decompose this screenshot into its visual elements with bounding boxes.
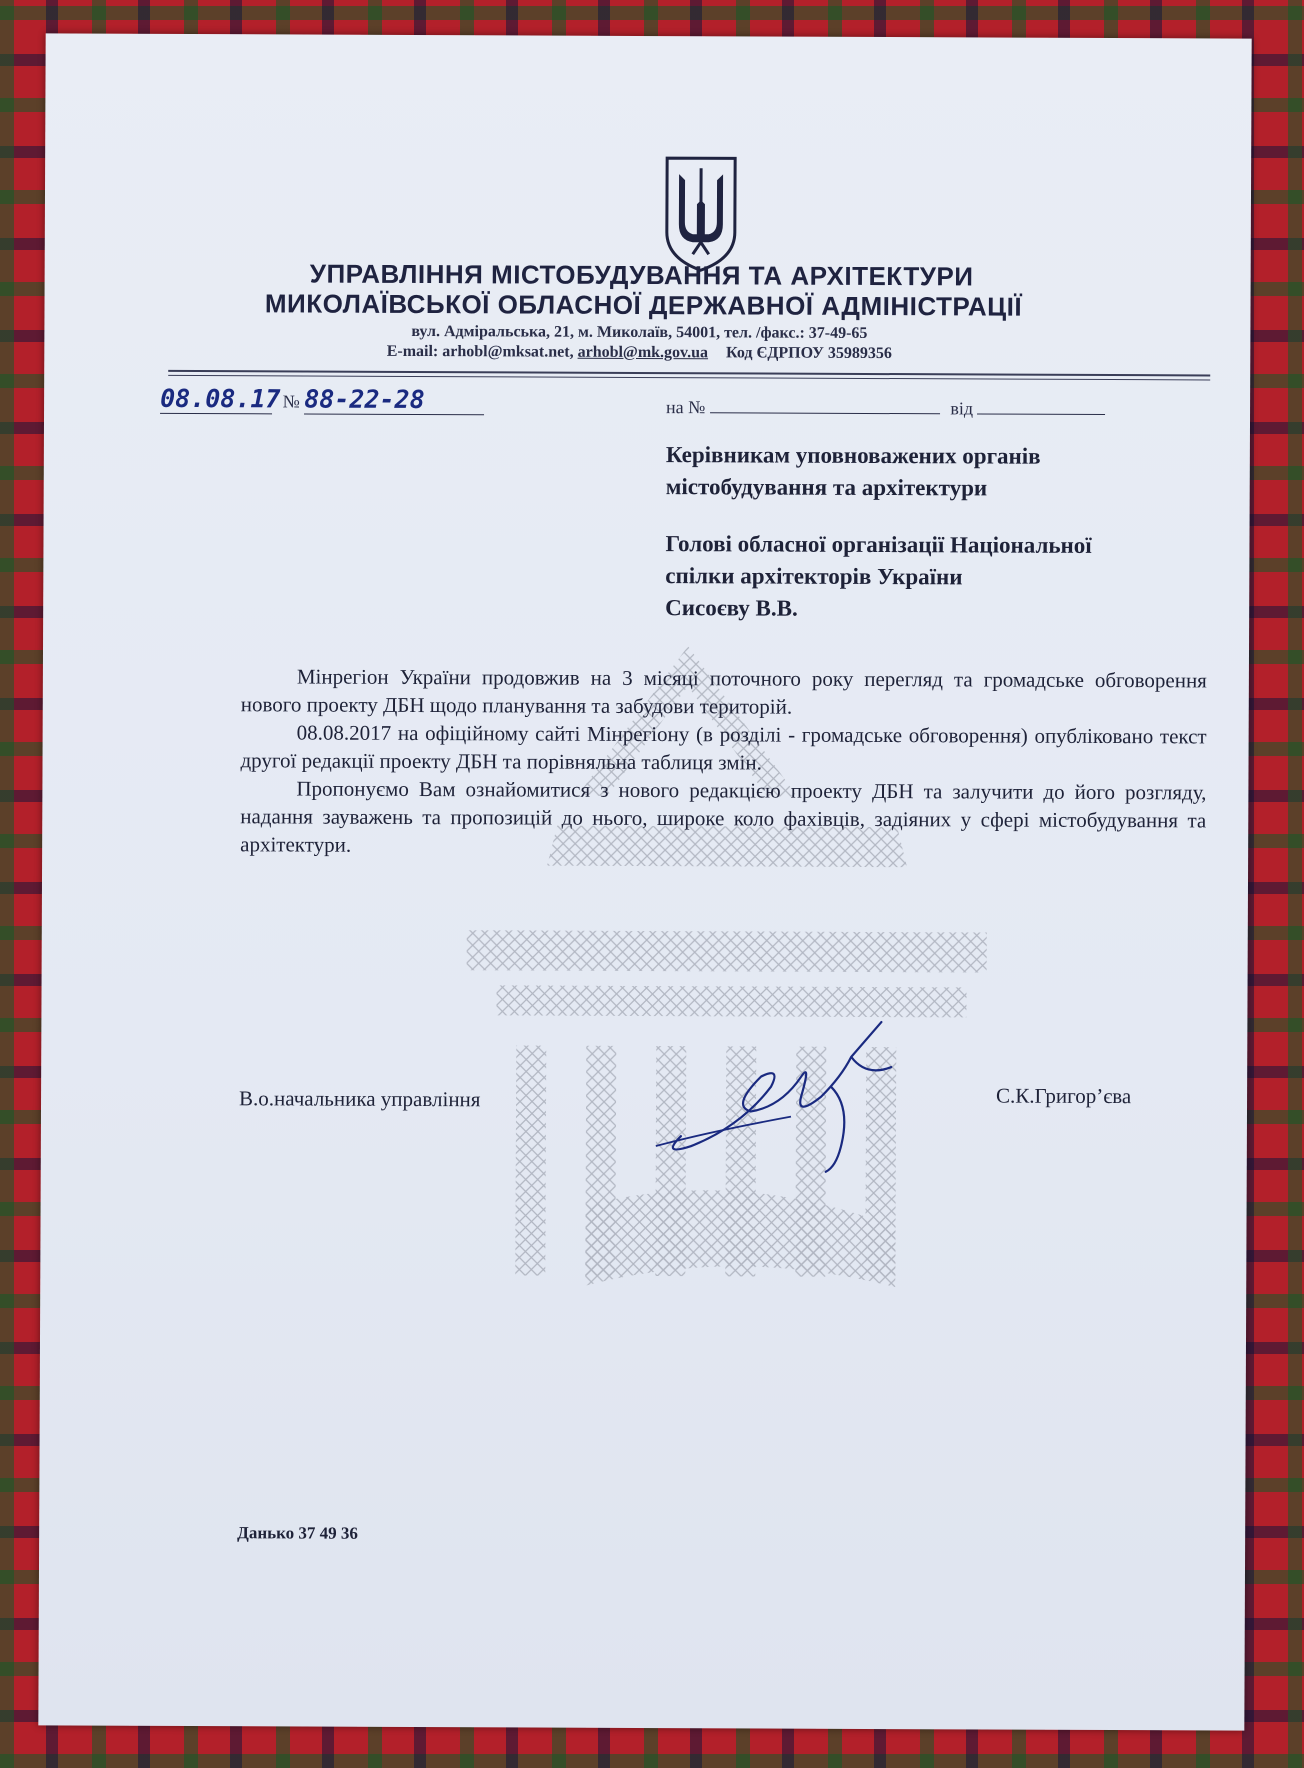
reply-number-label: на № bbox=[666, 397, 706, 418]
organization-address: вул. Адміральська, 21, м. Миколаїв, 54001, тел. /факс.: 37-49-65 bbox=[411, 322, 868, 342]
outgoing-registration bbox=[160, 384, 484, 415]
reply-from-label: від bbox=[950, 398, 974, 419]
signatory-title: В.о.начальника управління bbox=[239, 1086, 481, 1112]
body-paragraph-3: Пропонуємо Вам ознайомитися з нового редакцією проекту ДБН та залучити до його розгляду, надання зауважень та пропозицій до нього, широке коло фахівців, задіяних у сфері містобудування та архітектури. bbox=[240, 776, 1207, 857]
outgoing-number: 88-22-28 bbox=[304, 385, 484, 416]
addressee-2-line-3: Сисоєву В.В. bbox=[665, 595, 798, 621]
addressee-1-line-1: Керівникам уповноважених органів bbox=[665, 442, 1041, 469]
number-label: № bbox=[282, 391, 300, 412]
addressee-2-line-1: Голові обласної організації Національної bbox=[665, 531, 1092, 558]
reply-number-field bbox=[710, 392, 940, 414]
email-label: E-mail: bbox=[386, 342, 443, 361]
email-link-2[interactable]: arhobl@mk.gov.ua bbox=[577, 343, 709, 362]
letter-body bbox=[240, 662, 1207, 862]
addressee-block-2 bbox=[665, 528, 1092, 626]
body-paragraph-1: Мінрегіон України продовжив на 3 місяці поточного року перегляд та громадське обговорення нового проекту ДБН щодо планування та забудови територій. bbox=[240, 664, 1207, 719]
body-paragraph-2: 08.08.2017 на офіційному сайті Мінрегіону (в розділі - громадське обговорення) опубліковано текст другої редакції проекту ДБН та порівняльна таблиця змін. bbox=[240, 720, 1207, 775]
reply-date-field bbox=[978, 393, 1106, 415]
organization-name-line2: МИКОЛАЇВСЬКОЇ ОБЛАСНОЇ ДЕРЖАВНОЇ АДМІНІСТРАЦІЇ bbox=[264, 288, 1023, 322]
executor-contact: Данько 37 49 36 bbox=[237, 1523, 359, 1543]
reply-registration bbox=[666, 392, 1106, 420]
addressee-block-1 bbox=[666, 439, 1041, 505]
outgoing-date: 08.08.17 bbox=[160, 383, 281, 414]
email-link-1[interactable]: arhobl@mksat.net bbox=[442, 343, 570, 361]
signatory-name: С.К.Григор’єва bbox=[996, 1083, 1132, 1109]
edrpou-code: Код ЄДРПОУ 35989356 bbox=[726, 344, 892, 363]
addressee-2-line-2: спілки архітекторів України bbox=[665, 563, 963, 590]
organization-name-line1: УПРАВЛІННЯ МІСТОБУДУВАННЯ ТА АРХІТЕКТУРИ bbox=[309, 258, 974, 292]
addressee-1-line-2: містобудування та архітектури bbox=[665, 474, 988, 501]
trident-coat-of-arms-icon bbox=[663, 154, 740, 274]
letter-sheet bbox=[38, 33, 1251, 1730]
handwritten-signature bbox=[651, 1016, 942, 1177]
organization-contacts bbox=[38, 341, 1242, 364]
email-separator: , bbox=[569, 343, 578, 361]
